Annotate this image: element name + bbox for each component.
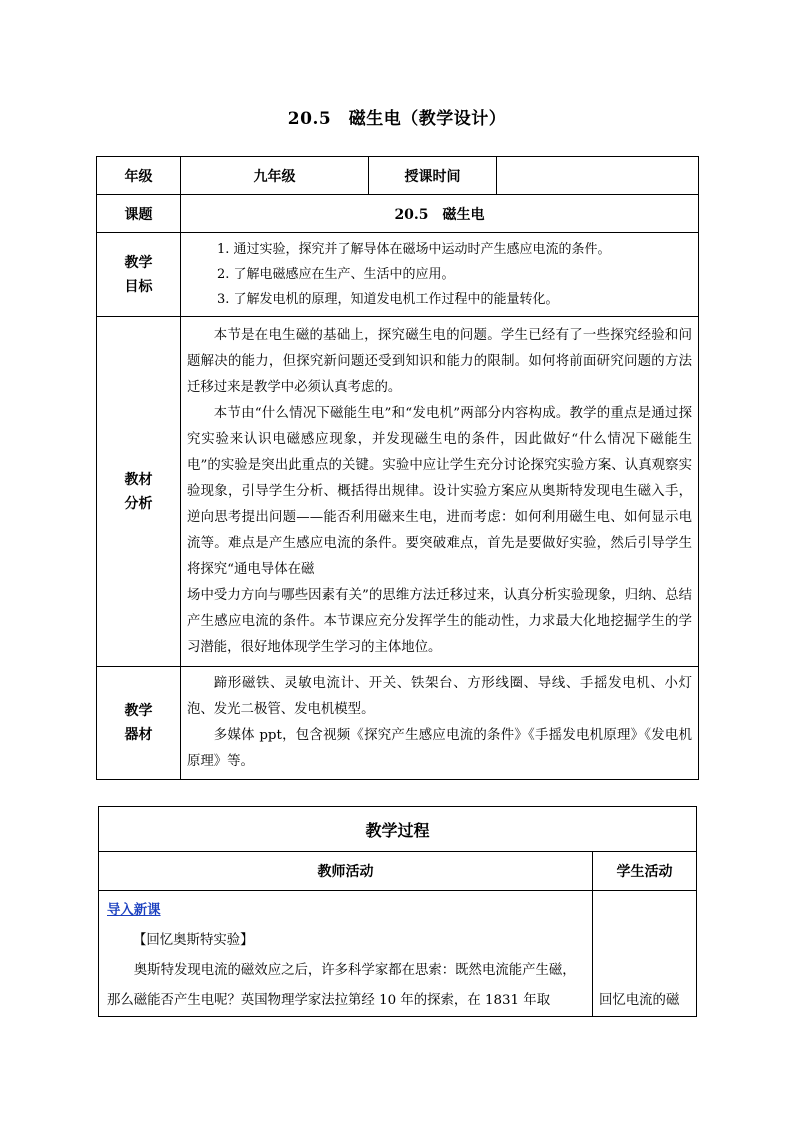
- goal-item: 1. 通过实验，探究并了解导体在磁场中运动时产生感应电流的条件。: [217, 242, 611, 257]
- goals-list: [181, 233, 699, 317]
- equipment-paragraph: 多媒体 ppt，包含视频《探究产生感应电流的条件》《手摇发电机原理》《发电机原理》等。: [187, 728, 692, 769]
- goal-item: 2. 了解电磁感应在生产、生活中的应用。: [217, 267, 455, 282]
- process-title: 教学过程: [99, 807, 697, 852]
- goal-item: 3. 了解发电机的原理，知道发电机工作过程中的能量转化。: [217, 292, 559, 307]
- teacher-activity-cell: [99, 891, 593, 1017]
- student-activity-header: 学生活动: [593, 852, 697, 891]
- analysis-paragraph: 场中受力方向与哪些因素有关”的思维方法迁移过来，认真分析实验现象，归纳、总结产生感应电流的条件。本节课应充分发挥学生的能动性，力求最大化地挖掘学生的学习潜能，很好地体现学生学习的主体地位。: [187, 587, 692, 655]
- grade-label: 年级: [97, 157, 181, 195]
- grade-value: 九年级: [181, 157, 369, 195]
- analysis-paragraph: 本节是在电生磁的基础上，探究磁生电的问题。学生已经有了一些探究经验和问题解决的能力，但探究新问题还受到知识和能力的限制。如何将前面研究问题的方法迁移过来是教学中必须认真考虑的。: [187, 327, 692, 395]
- student-activity-cell: [593, 891, 697, 1017]
- equipment-paragraph: 蹄形磁铁、灵敏电流计、开关、铁架台、方形线圈、导线、手摇发电机、小灯泡、发光二极管、发电机模型。: [187, 676, 692, 717]
- analysis-text: [181, 317, 699, 667]
- recall-subheading: 【回忆奥斯特实验】: [133, 933, 254, 948]
- intro-section-link[interactable]: 导入新课: [107, 902, 161, 918]
- topic-label: 课题: [97, 195, 181, 233]
- intro-paragraph: 奥斯特发现电流的磁效应之后，许多科学家都在思索：既然电流能产生磁，那么磁能否产生电呢？英国物理学家法拉第经 10 年的探索，在 1831 年取: [107, 963, 576, 1008]
- teaching-process-table: [98, 806, 697, 1017]
- lesson-design-table: [96, 156, 699, 780]
- analysis-label: 教材分析: [97, 317, 181, 667]
- equipment-text: [181, 667, 699, 780]
- time-label: 授课时间: [369, 157, 497, 195]
- document-title: 20.5 磁生电（教学设计）: [287, 109, 507, 129]
- equipment-label: 教学器材: [97, 667, 181, 780]
- student-activity-text: 回忆电流的磁: [599, 993, 680, 1008]
- goals-label: 教学目标: [97, 233, 181, 317]
- time-value: [497, 157, 699, 195]
- topic-value: 20.5 磁生电: [181, 195, 699, 233]
- analysis-paragraph: 本节由“什么情况下磁能生电”和“发电机”两部分内容构成。教学的重点是通过探究实验来认识电磁感应现象，并发现磁生电的条件，因此做好“什么情况下磁能生电”的实验是突出此重点的关键。实验中应让学生充分讨论探究实验方案、认真观察实验现象，引导学生分析、概括得出规律。设计实验方案应从奥斯特发现电生磁入手，逆向思考提出问题——能否利用磁来生电，进而考虑：如何利用磁生电、如何显示电流等。难点是产生感应电流的条件。要突破难点，首先是要做好实验，然后引导学生将探究“通电导体在磁: [187, 405, 692, 577]
- teacher-activity-header: 教师活动: [99, 852, 593, 891]
